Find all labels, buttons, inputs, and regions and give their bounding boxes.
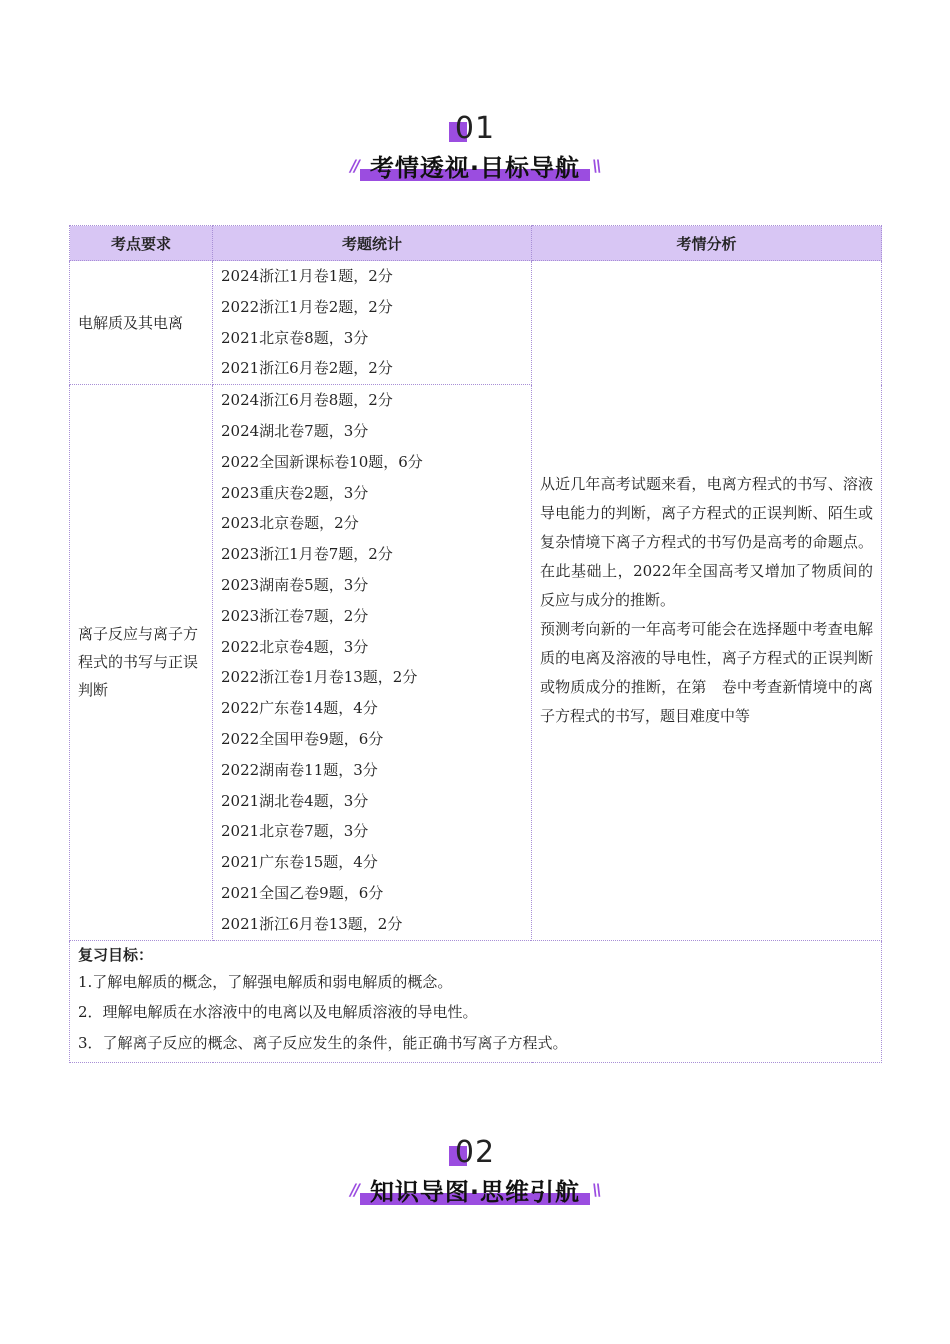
goals-cell <box>70 940 882 1063</box>
goal-item: 2．理解电解质在水溶液中的电离以及电解质溶液的导电性。 <box>78 1003 478 1022</box>
section-number-badge <box>455 112 495 146</box>
statistic-item: 2022广东卷14题，4分 <box>221 699 378 718</box>
statistics-cell <box>213 385 532 940</box>
statistic-item: 2021全国乙卷9题，6分 <box>221 883 384 902</box>
statistic-item: 2021北京卷8题，3分 <box>221 328 369 347</box>
statistic-item: 2021北京卷7题，3分 <box>221 822 369 841</box>
header-statistics: 考题统计 <box>213 226 532 261</box>
section-title-box <box>366 1172 584 1207</box>
statistic-item: 2022浙江1月卷2题，2分 <box>221 297 393 316</box>
analysis-paragraph: 预测考向新的一年高考可能会在选择题中考查电解质的电离及溶液的导电性，离子方程式的正误判断或物质成分的推断，在第 卷中考查新情境中的离子方程式的书写，题目难度中等 <box>540 619 873 725</box>
statistic-item: 2024湖北卷7题，3分 <box>221 421 369 440</box>
exam-analysis-table <box>69 225 882 1063</box>
table-header-row <box>70 226 882 261</box>
statistic-item: 2023湖南卷5题，3分 <box>221 575 369 594</box>
statistics-list <box>221 385 523 939</box>
statistic-item: 2022北京卷4题，3分 <box>221 637 369 656</box>
slash-left-icon: // <box>350 1180 358 1199</box>
section-header-1 <box>0 112 950 183</box>
statistic-item: 2023北京卷题，2分 <box>221 514 359 533</box>
statistic-item: 2024浙江6月卷8题，2分 <box>221 391 393 410</box>
slash-right-icon: \\ <box>592 156 600 175</box>
statistic-item: 2023浙江卷7题，2分 <box>221 606 369 625</box>
section-title-row <box>342 148 608 183</box>
goals-title: 复习目标： <box>78 945 154 964</box>
statistic-item: 2023重庆卷2题，3分 <box>221 483 369 502</box>
statistic-item: 2024浙江1月卷1题，2分 <box>221 267 393 285</box>
section-title: 知识导图·思维引航 <box>369 1178 581 1206</box>
section-number-badge <box>455 1136 495 1170</box>
statistic-item: 2022全国甲卷9题，6分 <box>221 729 384 748</box>
analysis-cell <box>532 261 882 941</box>
statistic-item: 2021广东卷15题，4分 <box>221 853 378 872</box>
slash-right-icon: \\ <box>592 1180 600 1199</box>
statistic-item: 2021湖北卷4题，3分 <box>221 791 369 810</box>
statistics-cell <box>213 261 532 385</box>
goal-item: 3．了解离子反应的概念、离子反应发生的条件，能正确书写离子方程式。 <box>78 1033 568 1052</box>
statistic-item: 2022全国新课标卷10题，6分 <box>221 452 423 471</box>
section-title-row <box>342 1172 608 1207</box>
requirement-cell: 电解质及其电离 <box>70 261 213 385</box>
statistic-item: 2021浙江6月卷13题，2分 <box>221 914 403 933</box>
slash-left-icon: // <box>350 156 358 175</box>
section-number: 01 <box>454 111 496 146</box>
table-row <box>70 261 882 385</box>
statistics-list <box>221 261 523 384</box>
section-title-box <box>366 148 584 183</box>
requirement-cell: 离子反应与离子方程式的书写与正误判断 <box>70 385 213 940</box>
section-title: 考情透视·目标导航 <box>369 154 581 182</box>
goal-item: 1.了解电解质的概念，了解强电解质和弱电解质的概念。 <box>78 972 453 991</box>
header-requirement: 考点要求 <box>70 226 213 261</box>
analysis-paragraph: 从近几年高考试题来看，电离方程式的书写、溶液导电能力的判断，离子方程式的正误判断、陌生或复杂情境下离子方程式的书写仍是高考的命题点。在此基础上，2022年全国高考又增加了物质间的反应与成分的推断。 <box>540 474 873 609</box>
statistic-item: 2021浙江6月卷2题，2分 <box>221 359 393 378</box>
statistic-item: 2022湖南卷11题，3分 <box>221 760 378 779</box>
goals-row <box>70 940 882 1063</box>
header-analysis: 考情分析 <box>532 226 882 261</box>
statistic-item: 2023浙江1月卷7题，2分 <box>221 545 393 564</box>
statistic-item: 2022浙江卷1月卷13题，2分 <box>221 668 418 687</box>
section-number: 02 <box>454 1135 496 1170</box>
section-header-2 <box>0 1136 950 1207</box>
